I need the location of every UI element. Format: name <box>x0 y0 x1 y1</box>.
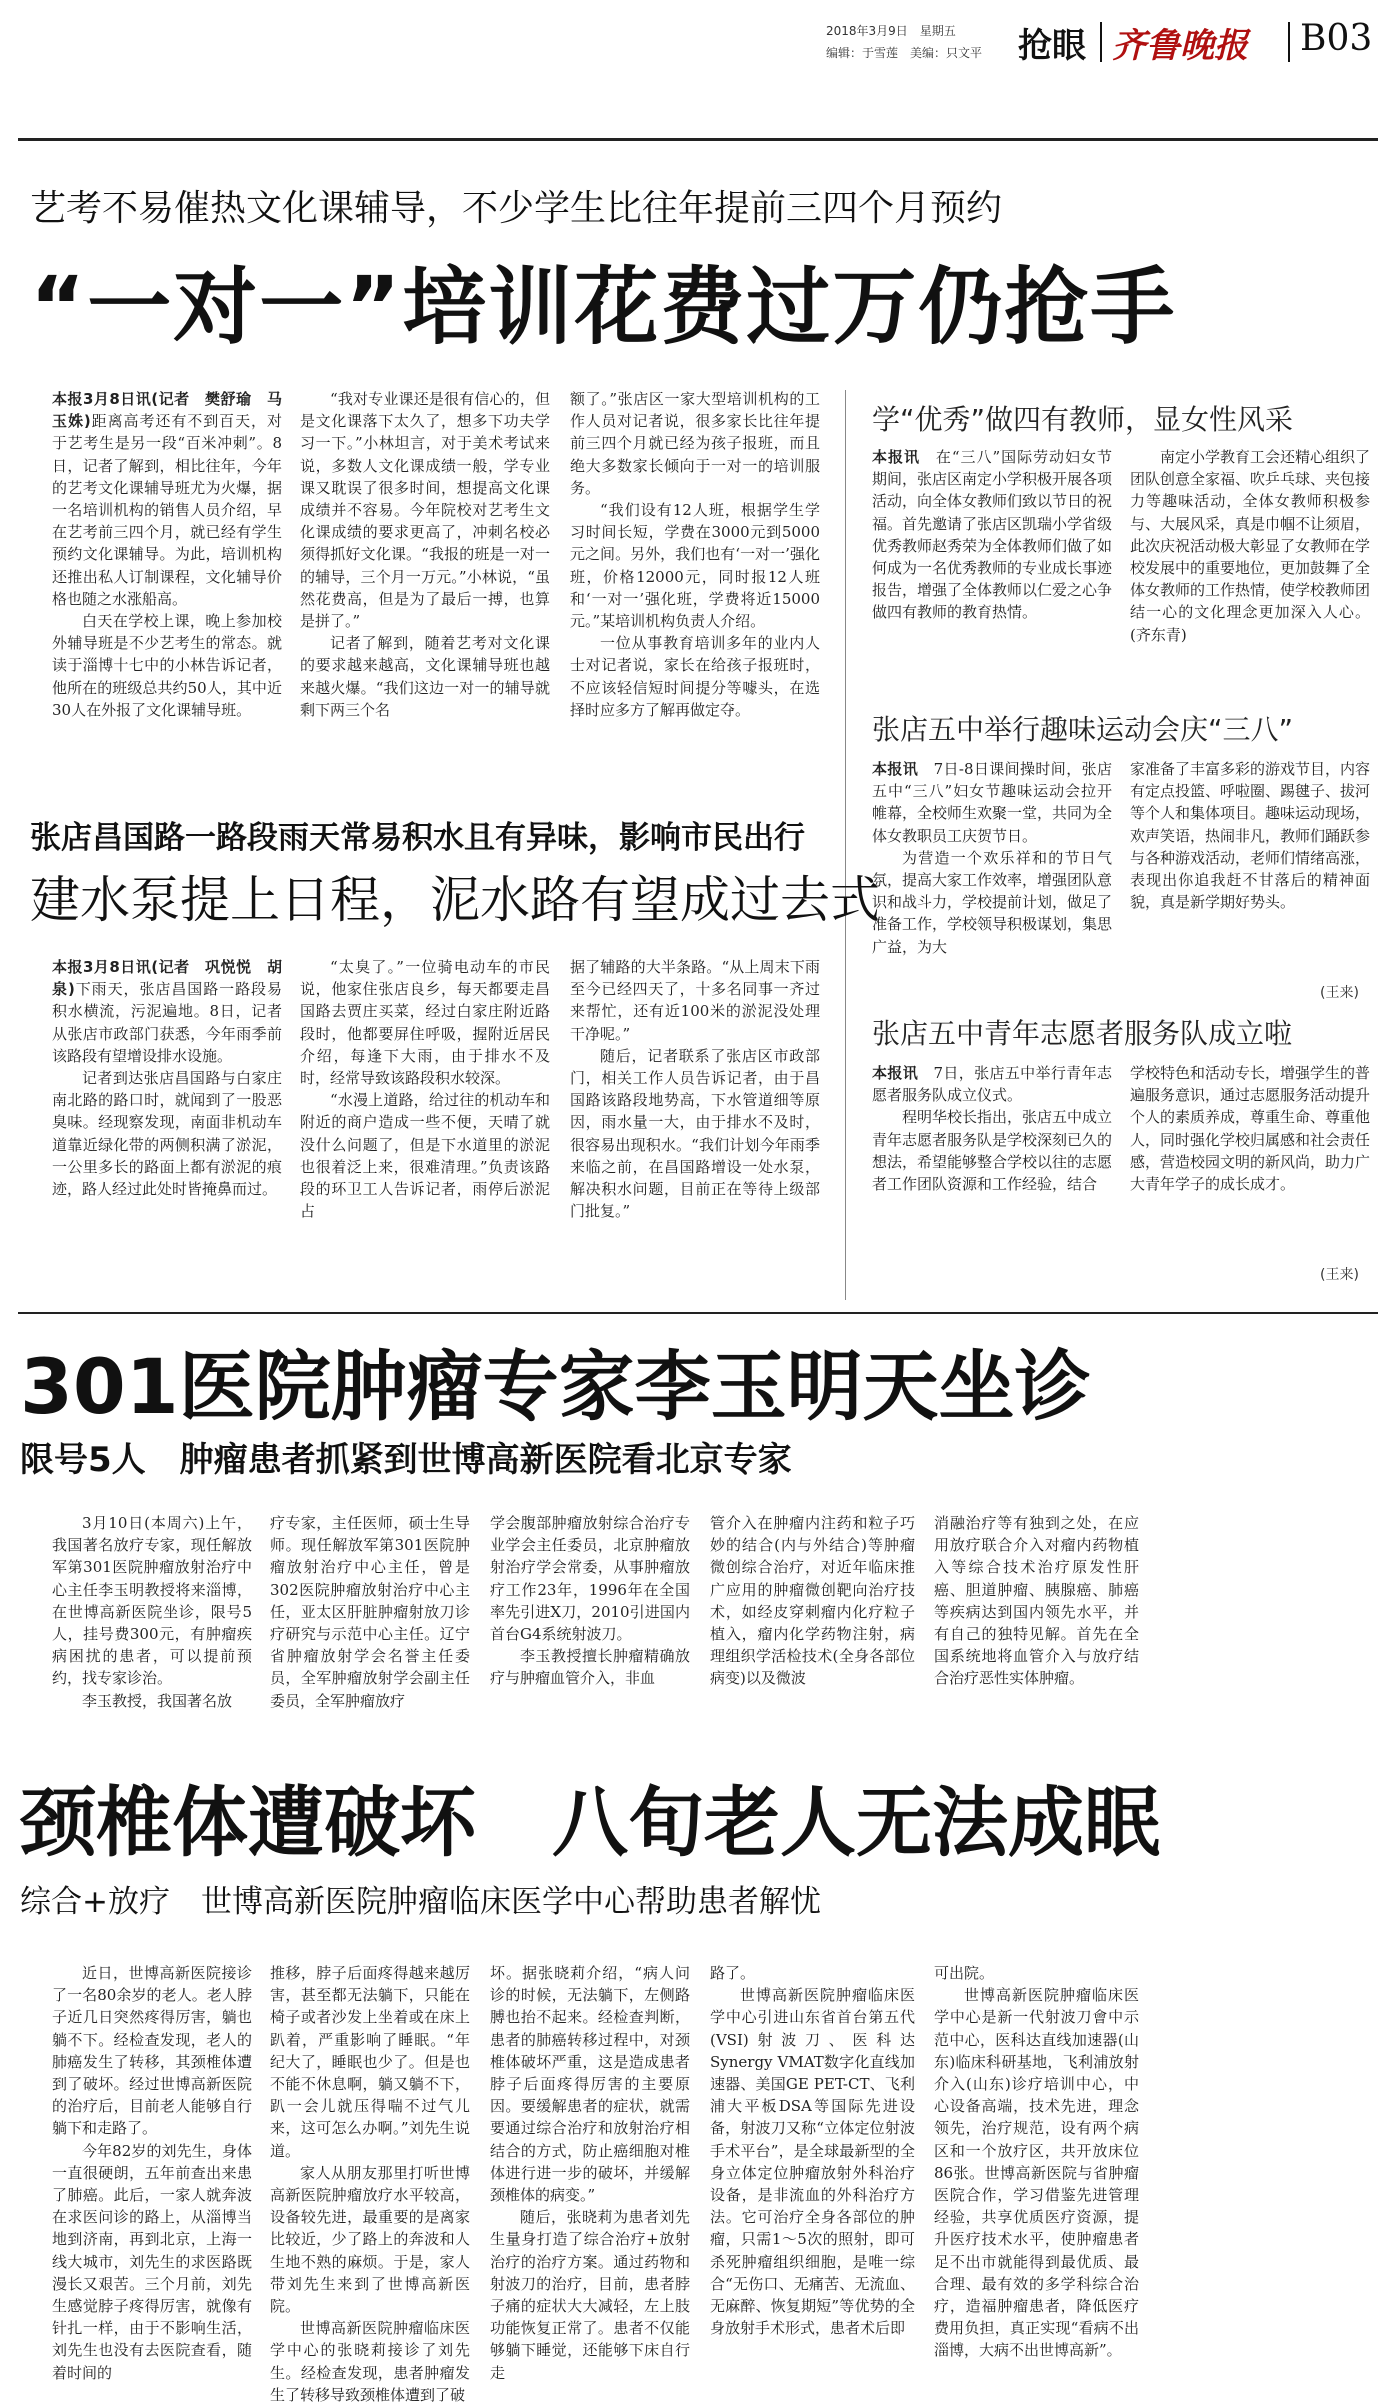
brief2-column-2 <box>1130 758 1370 978</box>
brief2-byline: (王来) <box>1320 985 1359 1001</box>
ad2-text: 推移，脖子后面疼得越来越厉害，甚至都无法躺下，只能在椅子或者沙发上坐着或在床上趴着，严重影响了睡眠。“年纪大了，睡眠也少了。但是也不能不休息啊，躺又躺不下，趴一会儿就压得喘不过气儿来，这可怎么办啊。”刘先生说道。 <box>270 1964 470 2160</box>
story1-kicker: 艺考不易催热文化课辅导，不少学生比往年提前三四个月预约 <box>30 188 1003 229</box>
ad1-text: 李玉教授，我国著名放 <box>82 1691 233 1710</box>
ad1-column-3 <box>490 1512 690 1744</box>
story1-column-3 <box>570 388 820 778</box>
ad2-column-1 <box>52 1962 252 2382</box>
story2-paragraph: 据了辅路的大半条路。“从上周末下雨至今已经四天了，十多名同事一齐过来帮忙，还有近100米的淤泥没处理干净呢。” <box>570 958 820 1043</box>
ad2-column-2 <box>270 1962 470 2404</box>
story2-column-1 <box>52 956 282 1296</box>
brief2-text: 7日-8日课间操时间，张店五中“三八”妇女节趣味运动会拉开帷幕，全校师生欢聚一堂，共同为全体女教职员工庆贺节日。 <box>872 760 1113 845</box>
editor-credits: 编辑：于雪莲 美编：只文平 <box>826 46 983 60</box>
brief1-text: 南定小学教育工会还精心组织了团队创意全家福、吹乒乓球、夹包接力等趣味活动，全体女教师积极参与、大展风采，真是巾帼不让须眉，此次庆祝活动极大彰显了女教师在学校发展中的重要地位，更加鼓舞了全体女教师的工作热情，使学校教师团结一心的文化理念更加深入人心。(齐东青) <box>1130 448 1371 644</box>
story2-paragraph: “水漫上道路，给过往的机动车和附近的商户造成一些不便，天晴了就没什么问题了，但是下水道里的淤泥也很着泛上来，很难清理。”负责该路段的环卫工人告诉记者，雨停后淤泥占 <box>300 1091 550 1221</box>
ad1-column-2 <box>270 1512 470 1744</box>
story1-paragraph: “我对专业课还是很有信心的，但是文化课落下太久了，想多下功夫学习一下。”小林坦言，对于美术考试来说，多数人文化课成绩一般，学专业课又耽误了很多时间，想提高文化课成绩并不容易。今年院校对艺考生文化课成绩的要求更高了，冲刺名校必须得抓好文化课。“我报的班是一对一的辅导，三个月一万元。”小林说，“虽然花费高，但是为了最后一搏，也算是拼了。” <box>300 390 550 631</box>
ad1-text: 消融治疗等有独到之处，在应用放疗联合介入对瘤内药物植入等综合技术治疗原发性肝癌、胆道肿瘤、胰腺癌、肺癌等疾病达到国内领先水平，并有自己的独特见解。首先在全国系统地将血管介入与放疗结合治疗恶性实体肿瘤。 <box>934 1514 1139 1688</box>
ad2-column-5 <box>934 1962 1139 2382</box>
brief3-headline: 张店五中青年志愿者服务队成立啦 <box>872 1017 1293 1050</box>
ad2-text: 坏。据张晓莉介绍，“病人问诊的时候，无法躺下，左侧路膊也抬不起来。经检查判断，患者的肺癌转移过程中，对颈椎体破坏严重，这是造成患者脖子后面疼得厉害的主要原因。要缓解患者的症状，就需要通过综合治疗和放射治疗相结合的方式，防止癌细胞对椎体进行进一步的破坏，并缓解颈椎体的病变。” <box>490 1964 690 2205</box>
ad1-text: 3月10日(本周六)上午，我国著名放疗专家，现任解放军第301医院肿瘤放射治疗中心主任李玉明教授将来淄博，在世博高新医院坐诊，限号5人，挂号费300元，有肿瘤疾病困扰的患者，可以提前预约，找专家诊治。 <box>52 1514 252 1688</box>
ad2-text: 可出院。 <box>934 1964 995 1982</box>
brief1-column-1 <box>872 446 1112 696</box>
ad2-column-4 <box>710 1962 915 2382</box>
brief3-text: 学校特色和活动专长，增强学生的普遍服务意识，通过志愿服务活动提升个人的素质养成，尊重生命、尊重他人，同时强化学校归属感和社会责任感，营造校园文明的新风尚，助力广大青年学子的成长成才。 <box>1130 1064 1371 1194</box>
story1-paragraph: 距离高考还有不到百天，对于艺考生是另一段“百米冲刺”。8日，记者了解到，相比往年，今年的艺考文化课辅导班尤为火爆，据一名培训机构的销售人员介绍，早在艺考前三四个月，就已经有学生预约文化课辅导。为此，培训机构还推出私人订制课程，文化辅导价格也随之水涨船高。 <box>52 412 282 608</box>
story1-column-2 <box>300 388 550 778</box>
story2-dateline: 本报3月8日讯(记者 巩悦悦 胡泉) <box>52 958 282 999</box>
section-name: 抢眼 <box>1018 26 1086 66</box>
ad2-headline: 颈椎体遭破坏 八旬老人无法成眠 <box>20 1778 1160 1867</box>
story1-headline: “一对一”培训花费过万仍抢手 <box>30 258 1177 356</box>
story2-paragraph: “太臭了。”一位骑电动车的市民说，他家住张店良乡，每天都要走昌国路去贾庄买菜，经过白家庄附近路段时，他都要屏住呼吸，握附近居民介绍，每逢下大雨，由于排水不及时，经常导致该路段积水较深。 <box>300 958 550 1088</box>
brief3-column-2 <box>1130 1062 1370 1262</box>
brief3-column-1 <box>872 1062 1112 1292</box>
ad1-column-5 <box>934 1512 1139 1744</box>
ad1-column-4 <box>710 1512 915 1744</box>
brief2-dateline: 本报讯 <box>872 760 919 778</box>
brief2-text: 为营造一个欢乐祥和的节日气氛，提高大家工作效率，增强团队意识和战斗力，学校提前计划，做足了准备工作，学校领导积极谋划，集思广益，为大 <box>872 848 1113 956</box>
ad1-column-1 <box>52 1512 252 1744</box>
ad2-text: 世博高新医院肿瘤临床医学中心是新一代射波刀會中示范中心，医科达直线加速器(山东)临床科研基地，飞利浦放射介入(山东)诊疗培训中心，中心设备高端，技术先进，理念领先，治疗规范，设有两个病区和一个放疗区，共开放床位86张。世博高新医院与省肿瘤医院合作，学习借鉴先进管理经验，共享优质医疗资源，提升医疗技术水平，使肿瘤患者足不出市就能得到最优质、最合理、最有效的多学科综合治疗，造福肿瘤患者，降低医疗费用负担，真正实现“看病不出淄博，大病不出世博高新”。 <box>934 1986 1139 2360</box>
ad2-text: 路了。 <box>710 1964 756 1982</box>
column-divider <box>845 390 846 1300</box>
newspaper-logo: 齐鲁晚报 <box>1112 26 1248 66</box>
ad1-headline: 301医院肿瘤专家李玉明天坐诊 <box>20 1342 1091 1431</box>
brief2-text: 家准备了丰富多彩的游戏节目，内容有定点投篮、呼啦圈、踢毽子、拔河等个人和集体项目。趣味运动现场，欢声笑语，热闹非凡，教师们踊跃参与各种游戏活动，老师们情绪高涨，表现出你追我赶不甘落后的精神面貌，真是新学期好势头。 <box>1130 760 1371 912</box>
story1-paragraph: “我们设有12人班，根据学生学习时间长短，学费在3000元到5000元之间。另外，我们也有‘一对一’强化班，价格12000元，同时报12人班和‘一对一’强化班，学费将近15000元。”某培训机构负责人介绍。 <box>570 501 820 631</box>
header-rule <box>18 138 1378 141</box>
masthead-divider <box>1100 22 1102 62</box>
ad2-text: 近日，世博高新医院接诊了一名80余岁的老人。老人脖子近几日突然疼得厉害，躺也躺不下。经检查发现，老人的肺癌发生了转移，其颈椎体遭到了破坏。经过世博高新医院的治疗后，目前老人能够自行躺下和走路了。 <box>52 1964 252 2138</box>
ad2-subhead: 综合+放疗 世博高新医院肿瘤临床医学中心帮助患者解忧 <box>20 1884 821 1920</box>
brief3-text: 程明华校长指出，张店五中成立青年志愿者服务队是学校深刻已久的想法，希望能够整合学校以往的志愿者工作团队资源和工作经验，结合 <box>872 1108 1113 1194</box>
ad2-text: 随后，张晓莉为患者刘先生量身打造了综合治疗+放射治疗的治疗方案。通过药物和射波刀的治疗，目前，患者脖子痛的症状大大减轻，左上肢功能恢复正常了。患者不仅能够躺下睡觉，还能够下床自行走 <box>490 2208 690 2382</box>
ad2-text: 今年82岁的刘先生，身体一直很硬朗，五年前查出来患了肺癌。此后，一家人就奔波在求医问诊的路上，从淄博当地到济南，再到北京，上海一线大城市，刘先生的求医路既漫长又艰苦。三个月前，刘先生感觉脖子疼得厉害，就像有针扎一样，由于不影响生活，刘先生也没有去医院查看，随着时间的 <box>52 2141 252 2382</box>
ad2-column-3 <box>490 1962 690 2382</box>
story2-paragraph: 记者到达张店昌国路与白家庄南北路的路口时，就闻到了一股恶臭味。经现察发现，南面非机动车道靠近绿化带的两侧积满了淤泥，一公里多长的路面上都有淤泥的痕迹，路人经过此处时皆掩鼻而过。 <box>52 1069 282 1199</box>
story2-column-3 <box>570 956 820 1296</box>
ad1-text: 学会腹部肿瘤放射综合治疗专业学会主任委员，北京肿瘤放射治疗学会常委，从事肿瘤放疗工作23年，1996年在全国率先引进X刀，2010引进国内首台G4系统射波刀。 <box>490 1514 690 1644</box>
story1-paragraph: 额了。”张店区一家大型培训机构的工作人员对记者说，很多家长比往年提前三四个月就已经为孩子报班，而且绝大多数家长倾向于一对一的培训服务。 <box>570 390 820 497</box>
brief3-text: 7日，张店五中举行青年志愿者服务队成立仪式。 <box>872 1064 1112 1105</box>
brief3-dateline: 本报讯 <box>872 1064 919 1082</box>
brief2-headline: 张店五中举行趣味运动会庆“三八” <box>872 713 1294 746</box>
masthead-divider-2 <box>1288 22 1290 62</box>
story1-paragraph: 白天在学校上课，晚上参加校外辅导班是不少艺考生的常态。就读于淄博十七中的小林告诉记者，他所在的班级总共约50人，其中近30人在外报了文化课辅导班。 <box>52 612 282 719</box>
ad1-text: 李玉教授擅长肿瘤精确放疗与肿瘤血管介入，非血 <box>490 1647 690 1688</box>
ad1-subhead: 限号5人 肿瘤患者抓紧到世博高新医院看北京专家 <box>20 1440 792 1480</box>
ad1-text: 管介入在肿瘤内注药和粒子巧妙的结合(内与外结合)等肿瘤微创综合治疗，对近年临床推广应用的肿瘤微创靶向治疗技术，如经皮穿刺瘤内化疗粒子植入，瘤内化学药物注射，病理组织学活检技术(全身各部位病变)以及微波 <box>710 1514 915 1688</box>
page-number: B03 <box>1300 18 1373 59</box>
story1-paragraph: 一位从事教育培训多年的业内人士对记者说，家长在给孩子报班时，不应该轻信短时间提分等噱头，在选择时应多方了解再做定夺。 <box>570 634 820 719</box>
brief2-column-1 <box>872 758 1112 998</box>
brief1-column-2 <box>1130 446 1370 696</box>
story2-column-2 <box>300 956 550 1296</box>
story2-kicker: 张店昌国路一路段雨天常易积水且有异味，影响市民出行 <box>30 820 805 856</box>
story1-dateline: 本报3月8日讯(记者 樊舒瑜 马玉姝) <box>52 390 282 431</box>
story1-paragraph: 记者了解到，随着艺考对文化课的要求越来越高，文化课辅导班也越来越火爆。“我们这边一对一的辅导就剩下两三个名 <box>300 634 550 719</box>
brief1-headline: 学“优秀”做四有教师，显女性风采 <box>872 403 1294 436</box>
brief1-text: 在“三八”国际劳动妇女节期间，张店区南定小学积极开展各项活动，向全体女教师们致以节日的祝福。首先邀请了张店区凯瑞小学省级优秀教师赵秀荣为全体教师们做了如何成为一名优秀教师的专业成长事迹报告，增强了全体教师以仁爱之心争做四有教师的教育热情。 <box>872 448 1113 622</box>
brief1-dateline: 本报讯 <box>872 448 920 466</box>
section-rule <box>18 1312 1378 1314</box>
story2-headline: 建水泵提上日程，泥水路有望成过去式 <box>30 871 880 929</box>
ad2-text: 世博高新医院肿瘤临床医学中心的张晓莉接诊了刘先生。经检查发现，患者肿瘤发生了转移导致颈椎体遭到了破 <box>270 2319 470 2404</box>
story2-paragraph: 随后，记者联系了张店区市政部门，相关工作人员告诉记者，由于昌国路该路段地势高，下水管道细等原因，雨水量一大，由于排水不及时，很容易出现积水。“我们计划今年雨季来临之前，在昌国路增设一处水泵，解决积水问题，目前正在等待上级部门批复。” <box>570 1046 820 1221</box>
ad2-text: 世博高新医院肿瘤临床医学中心引进山东省首台第五代(VSI)射波刀、医科达Synergy VMAT数字化直线加速器、美国GE PET-CT、飞利浦大平板DSA等国际先进设备，射波刀又称“立体定位射波手术平台”，是全球最新型的全身立体定位肿瘤放射外科治疗设备，是非流血的外科治疗方法。它可治疗全身各部位的肿瘤，只需1～5次的照射，即可杀死肿瘤组织细胞，是唯一综合“无伤口、无痛苦、无流血、无麻醉、恢复期短”等优势的全身放射手术形式，患者术后即 <box>710 1986 915 2338</box>
story2-paragraph: 下雨天，张店昌国路一路段易积水横流，污泥遍地。8日，记者从张店市政部门获悉，今年雨季前该路段有望增设排水设施。 <box>52 980 282 1065</box>
brief3-byline: (王来) <box>1320 1267 1359 1283</box>
ad1-text: 疗专家，主任医师，硕士生导师。现任解放军第301医院肿瘤放射治疗中心主任，曾是302医院肿瘤放射治疗中心主任，亚太区肝脏肿瘤射放刀诊疗研究与示范中心主任。辽宁省肿瘤放射学会名誉主任委员，全军肿瘤放射学会副主任委员，全军肿瘤放疗 <box>270 1514 470 1710</box>
story1-column-1 <box>52 388 282 778</box>
ad2-text: 家人从朋友那里打听世博高新医院肿瘤放疗水平较高，设备较先进，最重要的是离家比较近，少了路上的奔波和人生地不熟的麻烦。于是，家人带刘先生来到了世博高新医院。 <box>270 2163 470 2316</box>
issue-date: 2018年3月9日 星期五 <box>826 24 956 38</box>
